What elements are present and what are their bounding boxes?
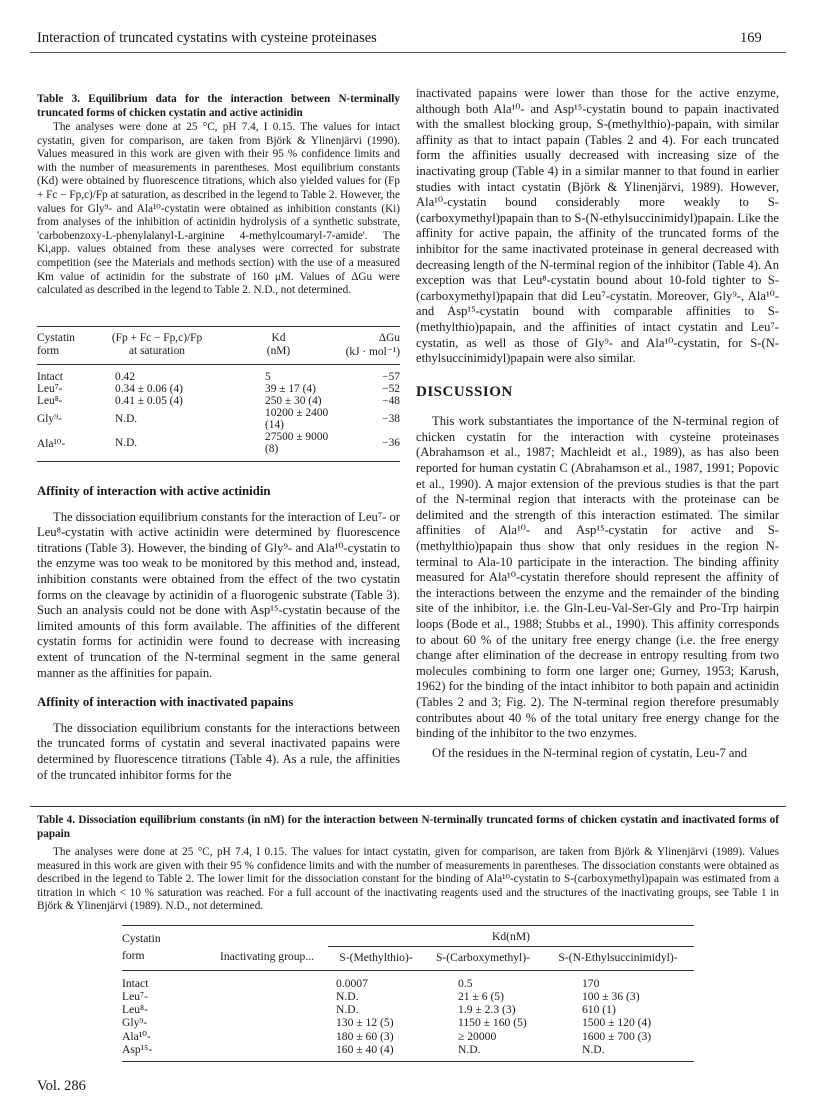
t4-methylthio: N.D. [336,990,359,1003]
table-row [37,407,400,431]
table4-top-rule [122,925,694,926]
t4-h-methylthio: S-(Methylthio)- [339,951,413,964]
t4-carboxymethyl: 0.5 [458,977,473,990]
t4-carboxymethyl: 21 ± 6 (5) [458,990,504,1003]
header-rule [30,52,786,53]
page-number: 169 [740,30,762,46]
paragraph-discussion-2: Of the residues in the N-terminal region of cystatin, Leu-7 and [432,745,748,760]
t3-ratio: N.D. [115,437,138,449]
t3-h-ratio-a: (Fp + Fc − Fp,c)/Fp [111,332,203,344]
t4-h-form-b: form [122,948,145,962]
t4-form: Asp¹⁵- [122,1043,153,1056]
t3-kd: 10200 ± 2400 (14) [265,407,329,431]
table3-caption-text: The analyses were done at 25 °C, pH 7.4, I 0.15. The values for intact cystatin, given for comparison, are taken from Björk & Ylinenjärvi (1990). Values measured in this work are given with their 95 % confidence limits and with the number of measurements in parentheses. Most equilibrium constants (Kd) were obtained by fluorescence titrations, which also yielded values for (Fp + Fc − Fp,c)/Fp at saturation, as described in the legend to Table 2. However, the values for Gly⁹- and Ala¹⁰-cystatin were obtained as inhibition constants (Ki) from analyses of the inhibition of actinidin hydrolysis of a synthetic substrate, 'carbobenzoxy-L-phenylalanyl-L-arginine 4-methylcoumaryl-7-amide'. The Ki,app. values obtained from these analyses were corrected for substrate competition (see the Materials and methods section) with the use of a measured Km value of actinidin for the substrate of 160 μM. Values of ΔGu were calculated as described in the legend to Table 2. N.D., not determined. [37,121,400,297]
paragraph-inactivated: The dissociation equilibrium constants for the interactions between the truncated forms of cystatin and several inactivated papains were determined by fluorescence titrations (Table 4). As a rule, the affinities of the truncated inhibitor forms for the [37,720,400,782]
t4-form: Gly⁹- [122,1016,148,1029]
t3-dg: −48 [382,395,400,407]
t3-h-form-a: Cystatin [37,332,75,344]
t4-form: Leu⁸- [122,1003,148,1016]
table4-separator [30,806,786,807]
t3-h-dg-a: ΔGu [378,332,400,344]
t3-form: Leu⁸- [37,395,63,407]
table4-body [122,977,694,1056]
table4-bottom-rule [122,1061,694,1062]
table3-title [37,93,400,120]
t4-ethylsuccinimidyl: 610 (1) [582,1003,616,1016]
t4-ethylsuccinimidyl: 170 [582,977,600,990]
t3-kd: 250 ± 30 (4) [265,395,322,407]
t4-h-form-a: Cystatin [122,931,161,945]
t4-ethylsuccinimidyl: N.D. [582,1043,605,1056]
t3-ratio: 0.42 [115,371,135,383]
t4-ethylsuccinimidyl: 1600 ± 700 (3) [582,1029,652,1043]
t3-kd: 39 ± 17 (4) [265,383,316,395]
section-heading-inactivated: Affinity of interaction with inactivated papains [37,695,294,710]
t4-methylthio: 160 ± 40 (4) [336,1043,394,1056]
table3 [37,332,400,455]
paragraph-continued: inactivated papains were lower than those for the active enzyme, although both Ala¹⁰- and Asp¹⁵-cystatin bound to papain inactivated with the smallest blocking group, S-(methylthio)-papain, with similar affinity as that to intact papain (Tables 2 and 4). For each truncated form the affinities usually decreased with increasing size of the inactivating group (Table 4) in a similar manner to that found in earlier studies with intact cystatin (Björk & Ylinenjärvi, 1989). However, Ala¹⁰-cystatin bound considerably more weakly to S-(carboxymethyl)papain than to S-(N-ethylsuccinimidyl)papain. Like the affinity for active papain, the affinity of the truncated forms of the inhibitor for the same inactivated proteinase in general decreased with decreasing length of the N-terminal region of the inhibitor (Table 4). An exception was that Leu⁸-cystatin bound about 10-fold tighter to S-(carboxymethyl)papain that did Leu⁷-cystatin. Moreover, Gly⁹-, Ala¹⁰- and Asp¹⁵-cystatin bound with comparable affinities to S-(methylthio)papain, and the affinities of intact cystatin and Leu⁷-cystatin, as well as those of Gly⁹- and Ala¹⁰-cystatin, for S-(N-ethylsuccinimidyl)papain were also similar. [416,86,780,366]
table3-bottom-rule [37,461,400,462]
t3-dg: −52 [382,383,400,395]
section-heading-actinidin: Affinity of interaction with active actinidin [37,484,271,498]
table4-title [37,814,779,841]
table-row [37,371,400,383]
t4-ethylsuccinimidyl: 100 ± 36 (3) [582,990,640,1003]
table-row [122,1016,694,1029]
t3-ratio: N.D. [115,413,138,425]
table-row [37,395,400,407]
t3-h-form-b: form [37,345,60,357]
t3-kd: 27500 ± 9000 (8) [265,431,329,455]
t3-ratio: 0.41 ± 0.05 (4) [115,395,183,407]
table-row [37,431,400,455]
table-row [122,990,694,1003]
t4-methylthio: 0.0007 [336,977,368,990]
discussion-heading: DISCUSSION [416,383,513,400]
t3-dg: −36 [382,437,400,449]
t3-h-kd-b: (nM) [266,345,291,357]
t4-h-kd: Kd(nM) [328,930,694,947]
t3-h-kd-a: Kd [271,332,286,344]
t3-dg: −38 [382,413,400,425]
t4-h-group: Inactivating group... [220,949,315,963]
t4-carboxymethyl: 1150 ± 160 (5) [458,1016,527,1029]
t4-form: Ala¹⁰- [122,1030,151,1043]
table3-title-text: Table 3. Equilibrium data for the interaction between N-terminally truncated forms of chicken cystatin and active actinidin [37,93,400,119]
table4-caption [37,846,779,914]
table-row [37,383,400,395]
t3-form: Ala¹⁰- [37,438,66,450]
t4-methylthio: 130 ± 12 (5) [336,1016,394,1029]
table-row [122,1003,694,1016]
table4-title-text: Table 4. Dissociation equilibrium constants (in nM) for the interaction between N-terminally truncated forms of chicken cystatin and inactivated forms of papain [37,814,779,840]
right-column [416,86,779,761]
volume-footer: Vol. 286 [37,1078,86,1094]
left-column [37,484,400,783]
paragraph-discussion: This work substantiates the importance of the N-terminal region of chicken cystatin for the interaction with cysteine proteinases (Abrahamson et al., 1987; Machleidt et al., 1989), as has also been reported for human cystatin C (Abrahamson et al., 1987, 1991; Popovic et al., 1990). A major extension of the previous studies is that the part of the N-terminal region that interacts with the proteinase can be delimited and the strength of this interaction estimated. The similar affinities of Ala¹⁰- and Asp¹⁵-cystatin for active and S-(methylthio)papain thus show that only residues in the region N-terminal to Ala-10 participate in the interaction. The binding affinity measured for Ala¹⁰-cystatin therefore should represent the affinity of the interactions between the enzyme and the remainder of the binding site of the inhibitor, i.e. the Gln-Leu-Val-Ser-Gly and Pro-Trp hairpin loops (Bode et al., 1988; Stubbs et al., 1990). This affinity corresponds to about 60 % of the unitary free energy change (i.e. the free energy change after elimination of the decrease in entropy resulting from two molecules combining to form one larger one; Gurney, 1953; Karush, 1962) for the binding of the intact inhibitor to both papain and actinidin (Tables 2 and 3; Fig. 2). The N-terminal region therefore presumably contributes about 40 % of the total unitary free energy change for the binding of the inhibitor to the two enzymes. [416,414,779,741]
paragraph-actinidin: The dissociation equilibrium constants for the interaction of Leu⁷- or Leu⁸-cystatin with active actinidin were determined by fluorescence titrations (Table 3). However, the binding of Gly⁹- and Ala¹⁰-cystatin to the enzyme was too weak to be monitored by this method and, instead, inhibition constants were obtained from the effect of the two cystatin forms on the cleavage by actinidin of a fluorogenic substrate (Table 3). Such an analysis could not be done with Asp¹⁵-cystatin because of the limited amounts of this form available. The affinities of the different cystatin forms for actinidin were found to decrease with increasing extent of truncation of the N-terminal segment in the same general manner as the affinities for papain. [37,509,400,680]
t3-form: Leu⁷- [37,383,63,395]
t4-methylthio: 180 ± 60 (3) [336,1029,394,1043]
t4-ethylsuccinimidyl: 1500 ± 120 (4) [582,1016,652,1029]
t4-carboxymethyl: 1.9 ± 2.3 (3) [458,1003,516,1016]
table-row [122,977,694,990]
t3-h-dg-b: (kJ · mol⁻¹) [345,346,400,358]
t4-h-ethylsuccinimidyl: S-(N-Ethylsuccinimidyl)- [558,951,678,964]
table3-body [37,371,400,455]
t4-h-carboxymethyl: S-(Carboxymethyl)- [435,951,531,964]
table-row [122,1043,694,1056]
t4-methylthio: N.D. [336,1003,359,1016]
t4-form: Intact [122,977,149,990]
t3-form: Intact [37,371,63,383]
table4-caption-text: The analyses were done at 25 °C, pH 7.4, I 0.15. The values for intact cystatin, given for comparison, are taken from Björk & Ylinenjärvi (1989). Values measured in this work are given with their 95 % confidence limits and with the number of measurements in parentheses. The dissociation constants were obtained as described in the legend to Table 2. The lower limit for the dissociation constant for the binding of Ala¹⁰-cystatin to S-(carboxymethyl)papain was estimated from a titration in which < 10 % saturation was reached. For a full account of the inactivating reagents used and the structures of the inactivating groups, see Table 1 in Björk & Ylinenjärvi (1989). N.D., not determined. [37,846,779,913]
t3-form: Gly⁹- [37,413,62,425]
running-title: Interaction of truncated cystatins with cysteine proteinases [37,30,377,46]
table4 [122,930,694,1056]
t4-carboxymethyl: ≥ 20000 [458,1029,497,1043]
t3-kd: 5 [265,371,271,383]
table3-top-rule [37,326,400,327]
table-row [122,1029,694,1043]
t3-ratio: 0.34 ± 0.06 (4) [115,383,183,395]
t3-h-ratio-b: at saturation [129,345,185,357]
t3-dg: −57 [382,371,400,383]
t4-form: Leu⁷- [122,990,148,1003]
t4-carboxymethyl: N.D. [458,1043,481,1056]
table3-caption [37,121,400,298]
